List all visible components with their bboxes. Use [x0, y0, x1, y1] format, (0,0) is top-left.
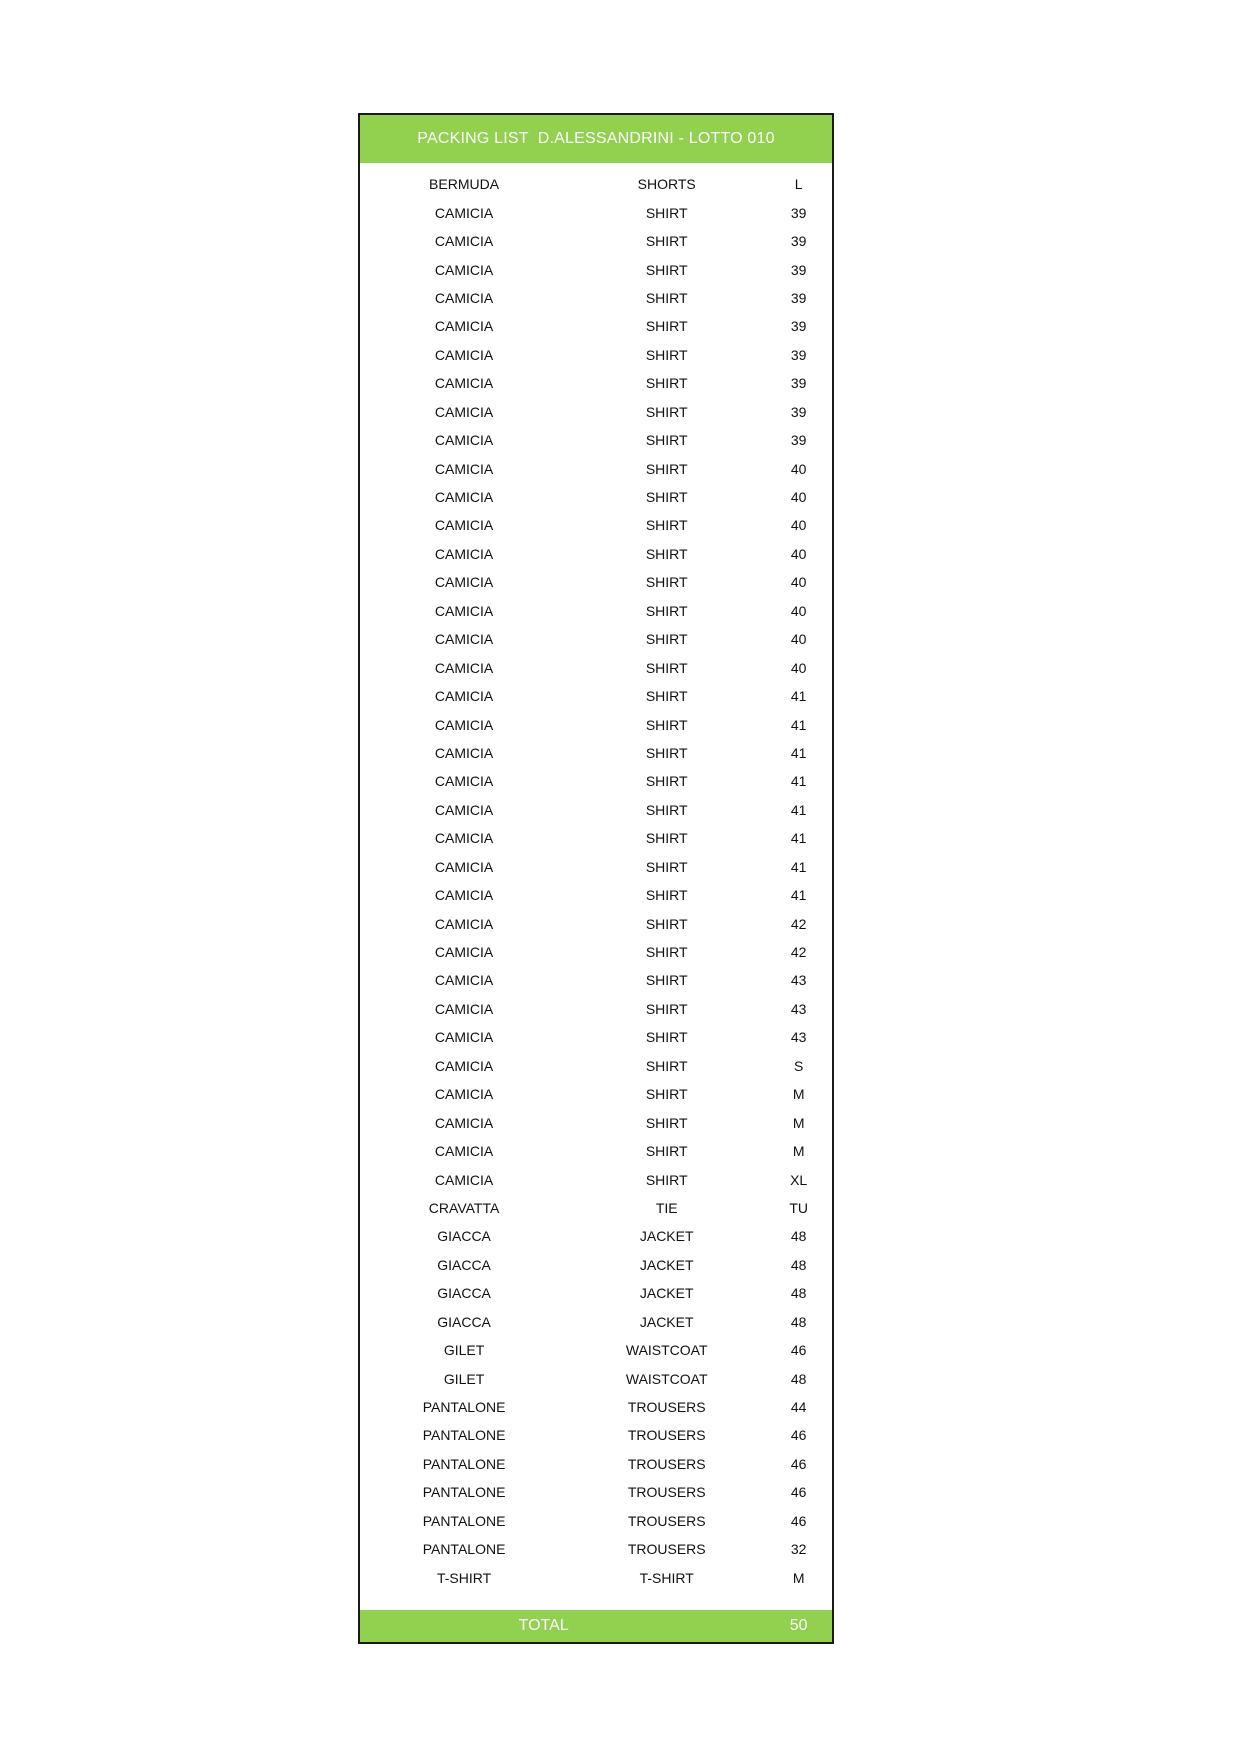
- item-name-it: CAMICIA: [434, 944, 494, 961]
- item-name-en: SHIRT: [645, 233, 688, 250]
- item-name-en: TROUSERS: [627, 1512, 706, 1529]
- item-name-en: TROUSERS: [627, 1484, 706, 1501]
- table-row: [360, 1137, 832, 1165]
- table-row: [360, 483, 832, 511]
- item-name-en: TROUSERS: [627, 1399, 706, 1416]
- item-name-it: CAMICIA: [434, 887, 494, 904]
- table-row: [360, 796, 832, 824]
- item-name-it: PANTALONE: [422, 1399, 506, 1416]
- item-name-it: CAMICIA: [434, 915, 494, 932]
- item-name-it: CAMICIA: [434, 375, 494, 392]
- item-name-en: SHIRT: [645, 858, 688, 875]
- item-name-it: CAMICIA: [434, 1086, 494, 1103]
- table-row: [360, 1336, 832, 1364]
- item-name-it: CAMICIA: [434, 403, 494, 420]
- table-row: [360, 1308, 832, 1336]
- item-name-en: SHIRT: [645, 1029, 688, 1046]
- item-name-en: SHIRT: [645, 1000, 688, 1017]
- item-size: 39: [790, 204, 807, 221]
- table-row: [360, 284, 832, 312]
- item-name-it: CRAVATTA: [428, 1199, 500, 1216]
- item-name-en: SHIRT: [645, 631, 688, 648]
- item-name-it: CAMICIA: [434, 1057, 494, 1074]
- table-row: [360, 312, 832, 340]
- item-name-it: CAMICIA: [434, 1171, 494, 1188]
- item-name-en: TROUSERS: [627, 1541, 706, 1558]
- item-name-it: CAMICIA: [434, 1000, 494, 1017]
- item-name-it: PANTALONE: [422, 1427, 506, 1444]
- item-size: 43: [790, 972, 807, 989]
- table-row: [360, 1450, 832, 1478]
- item-name-it: PANTALONE: [422, 1484, 506, 1501]
- item-name-en: SHIRT: [645, 659, 688, 676]
- item-name-en: SHIRT: [645, 915, 688, 932]
- item-name-it: BERMUDA: [429, 176, 500, 193]
- table-row: [360, 426, 832, 454]
- item-size: 39: [790, 318, 807, 335]
- table-row: [360, 341, 832, 369]
- item-name-it: GIACCA: [437, 1285, 491, 1302]
- item-size: 40: [790, 545, 807, 562]
- item-name-en: JACKET: [639, 1313, 694, 1330]
- item-name-en: WAISTCOAT: [625, 1342, 708, 1359]
- item-size: 40: [790, 517, 807, 534]
- item-size: M: [792, 1086, 805, 1103]
- item-name-en: SHIRT: [645, 716, 688, 733]
- table-row: [360, 710, 832, 738]
- packing-list-rows: [360, 170, 832, 1592]
- table-row: [360, 824, 832, 852]
- item-size: 43: [790, 1029, 807, 1046]
- item-name-en: SHIRT: [645, 460, 688, 477]
- item-size: 39: [790, 403, 807, 420]
- item-size: 39: [790, 261, 807, 278]
- item-name-en: SHIRT: [645, 432, 688, 449]
- table-row: [360, 198, 832, 226]
- table-row: [360, 881, 832, 909]
- table-row: [360, 853, 832, 881]
- item-size: 39: [790, 289, 807, 306]
- item-size: 48: [790, 1370, 807, 1387]
- item-name-it: CAMICIA: [434, 744, 494, 761]
- item-size: 40: [790, 460, 807, 477]
- item-name-en: SHIRT: [645, 289, 688, 306]
- item-size: S: [793, 1057, 804, 1074]
- item-size: 32: [790, 1541, 807, 1558]
- item-name-it: GILET: [443, 1370, 485, 1387]
- table-row: [360, 1563, 832, 1591]
- item-name-en: SHIRT: [645, 887, 688, 904]
- item-name-it: CAMICIA: [434, 233, 494, 250]
- table-row: [360, 398, 832, 426]
- total-label: TOTAL: [518, 1617, 569, 1634]
- item-size: 48: [790, 1228, 807, 1245]
- item-size: 41: [790, 773, 807, 790]
- item-name-it: CAMICIA: [434, 716, 494, 733]
- table-row: [360, 227, 832, 255]
- item-size: 39: [790, 432, 807, 449]
- item-size: 40: [790, 489, 807, 506]
- item-name-en: SHIRT: [645, 318, 688, 335]
- table-row: [360, 1052, 832, 1080]
- item-size: 41: [790, 716, 807, 733]
- item-name-en: SHIRT: [645, 944, 688, 961]
- table-row: [360, 369, 832, 397]
- item-name-en: SHIRT: [645, 517, 688, 534]
- item-name-en: SHIRT: [645, 375, 688, 392]
- table-row: [360, 511, 832, 539]
- item-name-it: PANTALONE: [422, 1455, 506, 1472]
- item-name-it: CAMICIA: [434, 432, 494, 449]
- item-name-en: T-SHIRT: [639, 1569, 694, 1586]
- item-size: 42: [790, 915, 807, 932]
- item-size: M: [792, 1569, 805, 1586]
- item-size: 41: [790, 858, 807, 875]
- item-size: 46: [790, 1455, 807, 1472]
- table-row: [360, 1194, 832, 1222]
- item-size: 39: [790, 233, 807, 250]
- item-name-it: CAMICIA: [434, 460, 494, 477]
- table-row: [360, 1364, 832, 1392]
- item-size: 46: [790, 1512, 807, 1529]
- table-row: [360, 995, 832, 1023]
- item-name-it: CAMICIA: [434, 1143, 494, 1160]
- item-name-en: TIE: [655, 1199, 678, 1216]
- table-row: [360, 1251, 832, 1279]
- table-row: [360, 739, 832, 767]
- table-row: [360, 568, 832, 596]
- table-row: [360, 540, 832, 568]
- item-size: XL: [790, 1171, 808, 1188]
- table-row: [360, 653, 832, 681]
- item-name-it: CAMICIA: [434, 1029, 494, 1046]
- item-size: TU: [789, 1199, 808, 1216]
- item-size: 46: [790, 1484, 807, 1501]
- item-size: 41: [790, 830, 807, 847]
- table-row: [360, 682, 832, 710]
- item-size: 46: [790, 1342, 807, 1359]
- table-row: [360, 1023, 832, 1051]
- item-name-en: SHIRT: [645, 403, 688, 420]
- item-name-en: TROUSERS: [627, 1455, 706, 1472]
- item-name-it: CAMICIA: [434, 204, 494, 221]
- table-row: [360, 767, 832, 795]
- item-size: 46: [790, 1427, 807, 1444]
- item-name-it: CAMICIA: [434, 545, 494, 562]
- item-name-en: SHIRT: [645, 773, 688, 790]
- packing-list-sheet: [358, 113, 834, 1644]
- table-row: [360, 1421, 832, 1449]
- table-row: [360, 597, 832, 625]
- table-row: [360, 170, 832, 198]
- table-row: [360, 1165, 832, 1193]
- item-name-it: PANTALONE: [422, 1512, 506, 1529]
- item-size: 40: [790, 574, 807, 591]
- item-name-it: CAMICIA: [434, 1114, 494, 1131]
- item-size: 40: [790, 602, 807, 619]
- item-size: 48: [790, 1313, 807, 1330]
- item-size: 41: [790, 744, 807, 761]
- item-size: 44: [790, 1399, 807, 1416]
- item-name-it: CAMICIA: [434, 773, 494, 790]
- table-row: [360, 1222, 832, 1250]
- item-name-en: JACKET: [639, 1285, 694, 1302]
- item-size: 48: [790, 1256, 807, 1273]
- item-name-en: SHIRT: [645, 489, 688, 506]
- item-size: 48: [790, 1285, 807, 1302]
- packing-list-title: PACKING LIST D.ALESSANDRINI - LOTTO 010: [360, 115, 832, 163]
- table-row: [360, 454, 832, 482]
- item-size: 40: [790, 631, 807, 648]
- item-size: 40: [790, 659, 807, 676]
- item-name-it: CAMICIA: [434, 517, 494, 534]
- table-row: [360, 1478, 832, 1506]
- item-name-en: JACKET: [639, 1228, 694, 1245]
- item-name-en: SHIRT: [645, 1143, 688, 1160]
- table-row: [360, 1108, 832, 1136]
- table-row: [360, 1279, 832, 1307]
- item-name-it: CAMICIA: [434, 289, 494, 306]
- item-name-it: CAMICIA: [434, 858, 494, 875]
- item-name-en: SHIRT: [645, 574, 688, 591]
- table-row: [360, 625, 832, 653]
- table-row: [360, 966, 832, 994]
- table-row: [360, 1393, 832, 1421]
- item-name-it: CAMICIA: [434, 346, 494, 363]
- table-row: [360, 255, 832, 283]
- item-size: 41: [790, 887, 807, 904]
- item-name-it: CAMICIA: [434, 688, 494, 705]
- item-name-en: SHIRT: [645, 1114, 688, 1131]
- item-size: 39: [790, 346, 807, 363]
- total-row: [360, 1610, 832, 1642]
- item-name-en: TROUSERS: [627, 1427, 706, 1444]
- item-name-it: CAMICIA: [434, 830, 494, 847]
- item-name-it: CAMICIA: [434, 631, 494, 648]
- table-row: [360, 938, 832, 966]
- table-row: [360, 909, 832, 937]
- item-size: L: [794, 176, 803, 193]
- item-name-en: SHIRT: [645, 261, 688, 278]
- item-size: 41: [790, 801, 807, 818]
- table-row: [360, 1507, 832, 1535]
- item-name-it: CAMICIA: [434, 972, 494, 989]
- table-row: [360, 1535, 832, 1563]
- total-value: 50: [789, 1617, 808, 1634]
- item-name-it: CAMICIA: [434, 318, 494, 335]
- item-name-it: CAMICIA: [434, 602, 494, 619]
- item-name-en: SHIRT: [645, 602, 688, 619]
- item-name-en: WAISTCOAT: [625, 1370, 708, 1387]
- item-name-en: SHIRT: [645, 972, 688, 989]
- item-name-it: CAMICIA: [434, 801, 494, 818]
- item-name-en: SHIRT: [645, 830, 688, 847]
- item-name-en: SHORTS: [637, 176, 696, 193]
- item-name-en: SHIRT: [645, 801, 688, 818]
- item-name-en: JACKET: [639, 1256, 694, 1273]
- item-name-en: SHIRT: [645, 1086, 688, 1103]
- item-name-en: SHIRT: [645, 1057, 688, 1074]
- item-name-it: GILET: [443, 1342, 485, 1359]
- item-size: 41: [790, 688, 807, 705]
- item-size: 42: [790, 944, 807, 961]
- item-size: M: [792, 1114, 805, 1131]
- item-name-it: GIACCA: [437, 1313, 491, 1330]
- item-name-en: SHIRT: [645, 545, 688, 562]
- table-row: [360, 1080, 832, 1108]
- item-name-it: GIACCA: [437, 1228, 491, 1245]
- item-name-it: CAMICIA: [434, 574, 494, 591]
- item-name-it: CAMICIA: [434, 261, 494, 278]
- item-name-en: SHIRT: [645, 1171, 688, 1188]
- item-name-it: T-SHIRT: [436, 1569, 492, 1586]
- item-size: M: [792, 1143, 805, 1160]
- item-name-it: GIACCA: [437, 1256, 491, 1273]
- item-name-it: CAMICIA: [434, 659, 494, 676]
- item-name-en: SHIRT: [645, 688, 688, 705]
- item-name-en: SHIRT: [645, 346, 688, 363]
- item-name-en: SHIRT: [645, 204, 688, 221]
- item-name-it: CAMICIA: [434, 489, 494, 506]
- item-name-it: PANTALONE: [422, 1541, 506, 1558]
- item-size: 39: [790, 375, 807, 392]
- item-name-en: SHIRT: [645, 744, 688, 761]
- item-size: 43: [790, 1000, 807, 1017]
